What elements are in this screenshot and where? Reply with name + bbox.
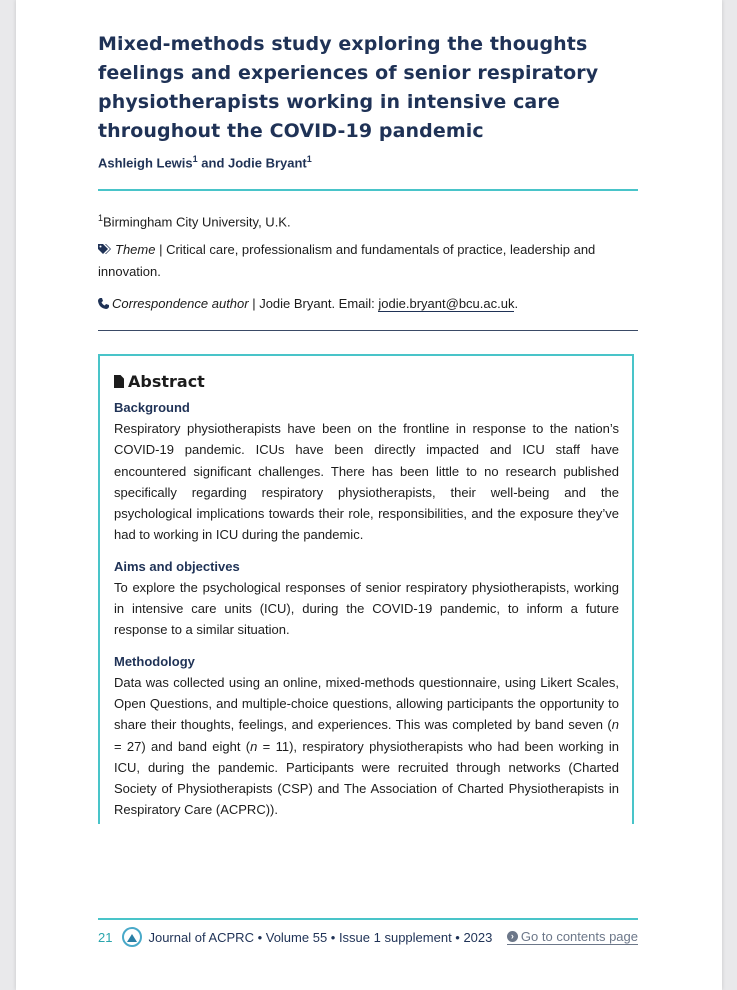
- author-affiliation-marker: 1: [192, 154, 198, 164]
- tags-icon: [98, 240, 112, 261]
- author-line: [98, 154, 638, 170]
- n-symbol: n: [611, 717, 619, 733]
- journal-info: Journal of ACPRC • Volume 55 • Issue 1 supplement • 2023: [148, 929, 493, 945]
- affiliation-text: Birmingham City University, U.K.: [103, 214, 291, 230]
- article-title: Mixed-methods study exploring the thoughts feelings and experiences of senior respiratory physiotherapists working in intensive care throughout the COVID-19 pandemic: [98, 33, 599, 142]
- aims-heading: Aims and objectives: [114, 558, 240, 574]
- methodology-heading: Methodology: [114, 653, 195, 669]
- theme-line: [98, 239, 638, 282]
- author-affiliation-marker: 1: [306, 154, 312, 164]
- aims-body: To explore the psychological responses of senior respiratory physiotherapists, working in intensive care units (ICU), during the COVID-19 pandemic, to inform a future response to a similar situation.: [114, 579, 619, 638]
- page-footer: [98, 925, 638, 949]
- abstract-heading-text: Abstract: [128, 372, 205, 391]
- methodology-text: = 11), respiratory physiotherapists who had been working in ICU, during the pandemic. Participants were recruited through networks (Charted Society of Physiotherapists (CSP) and The Association of Charted Physiotherapists in Respiratory Care (ACPRC)).: [114, 738, 619, 818]
- correspondence-label: Correspondence author: [112, 296, 249, 311]
- arrow-circle-right-icon: ›: [507, 931, 518, 942]
- phone-icon: [98, 294, 109, 315]
- correspondence-end: .: [514, 296, 519, 311]
- correspondence-line: [98, 293, 638, 315]
- document-icon: [114, 375, 124, 388]
- author-name: Ashleigh Lewis: [98, 155, 193, 171]
- background-body: Respiratory physiotherapists have been on the frontline in response to the nation’s COVID-19 pandemic. ICUs have been directly impacted and ICU staff have encountered significant challenges. There has been little to no research published specifically regarding respiratory physiotherapists, their well-being and the psychological implications towards their role, responsibilities, and the exposure they’ve had to working in ICU during the pandemic.: [114, 421, 619, 543]
- acprc-logo-icon: [122, 927, 142, 947]
- affiliation: [98, 208, 638, 232]
- header-divider: [98, 189, 638, 191]
- author-name: Jodie Bryant: [228, 155, 307, 171]
- n-symbol: n: [250, 738, 258, 754]
- methodology-text: Data was collected using an online, mixed-methods questionnaire, using Likert Scales, Open Questions, and multiple-choice questions, allowing participants the opportunity to share their thoughts, feelings, and experiences. This was completed by band seven (: [114, 674, 619, 733]
- email-link[interactable]: jodie.bryant@bcu.ac.uk: [378, 296, 515, 311]
- section-divider: [98, 330, 638, 331]
- page: [16, 0, 722, 990]
- correspondence-text: | Jodie Bryant. Email:: [248, 296, 379, 311]
- author-separator: and: [197, 155, 228, 171]
- contents-link-label: Go to contents page: [520, 929, 638, 944]
- methodology-text: = 27) and band eight (: [114, 738, 251, 754]
- go-to-contents-link[interactable]: [507, 929, 638, 945]
- page-number: 21: [98, 929, 113, 945]
- theme-label: Theme: [115, 242, 156, 257]
- abstract-heading: [114, 372, 619, 391]
- affiliation-marker: 1: [98, 213, 104, 223]
- background-heading: Background: [114, 400, 190, 415]
- methodology-body: [114, 672, 619, 821]
- footer-divider: [98, 918, 638, 920]
- theme-text: | Critical care, professionalism and fundamentals of practice, leadership and innovation.: [98, 242, 596, 279]
- abstract-box: [98, 354, 634, 824]
